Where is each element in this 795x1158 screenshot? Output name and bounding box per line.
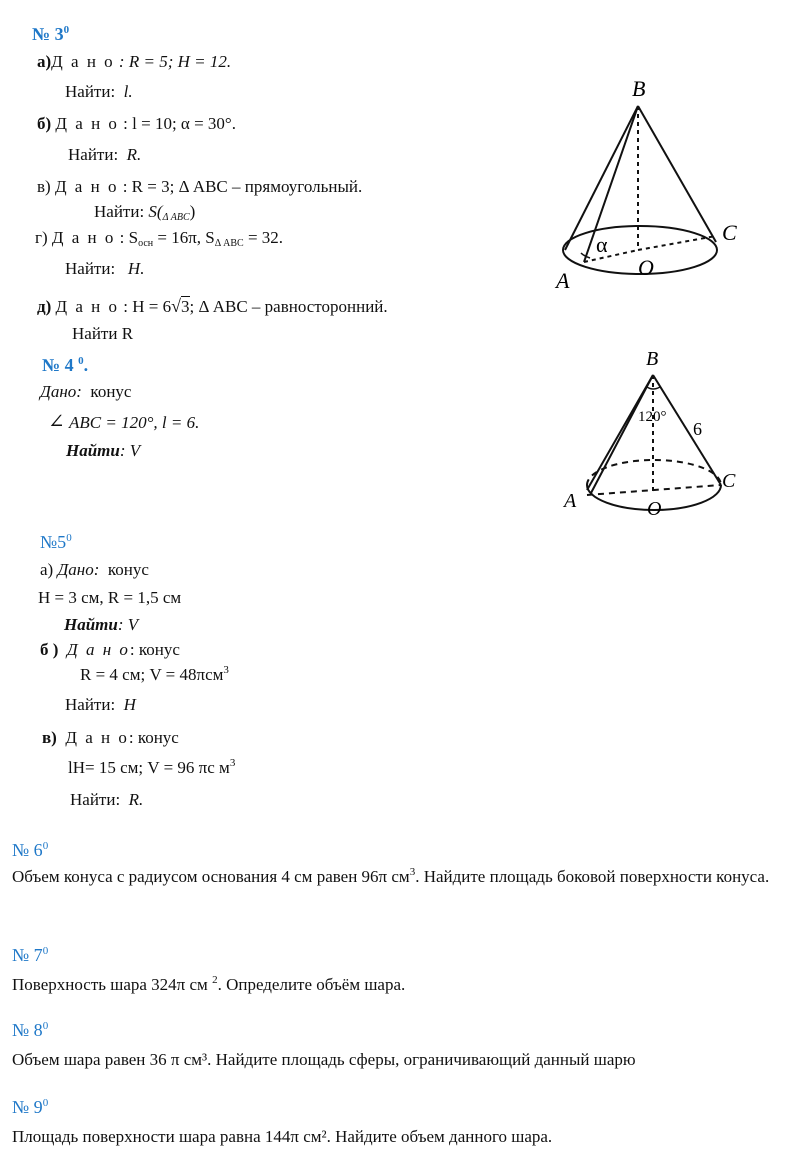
- p5-a-given: а) Дано: конус: [40, 560, 149, 579]
- problem-9-heading: № $9^0$: [12, 1097, 49, 1117]
- p5-b-values: R = 4 см; V = 48πсм$^3$: [80, 664, 229, 684]
- cone1-label-c: C: [722, 220, 737, 245]
- p5-b-given: б ) Д а н о: конус: [40, 640, 180, 659]
- problem-5-heading: $№5^0$: [40, 532, 72, 552]
- problem-8-text: Объем шара равен 36 π см³. Найдите площадь сферы, ограничивающий данный шарю: [12, 1050, 636, 1069]
- p5-v-values: lH= 15 см; V = 96 πс $м^3$: [68, 757, 236, 777]
- cone2-label-o: O: [647, 498, 662, 520]
- p3-d-find: Найти R: [72, 324, 134, 343]
- p5-a-values: H = 3 см, R = 1,5 см: [38, 588, 182, 607]
- p4-angle: ∠ ABC = 120°, l = 6.: [48, 411, 200, 433]
- p3-d-given: д) Д а н о : H = 6√3; Δ ABC – равносторонний.: [37, 296, 388, 316]
- cone1-radius-a: [584, 250, 638, 262]
- cone1-label-o: O: [638, 255, 654, 280]
- problem-9-text: Площадь поверхности шара равна 144π см². Найдите объем данного шара.: [12, 1127, 553, 1146]
- problem-7-text: Поверхность шара 324π см $^2$. Определите объём шара.: [12, 974, 406, 994]
- angle-icon: ∠: [48, 411, 65, 433]
- problem-8-heading: № $8^0$: [12, 1020, 49, 1040]
- p3-b-find: Найти: R.: [68, 145, 142, 164]
- cone2-generatrix-c: [653, 375, 721, 485]
- cone-figure-2: [560, 345, 745, 520]
- p5-v-find: Найти: R.: [70, 790, 144, 809]
- cone1-label-alpha: α: [596, 232, 608, 257]
- cone1-generatrix-a2: [584, 106, 638, 262]
- sqrt-sign: √: [171, 296, 181, 316]
- cone2-label-a: A: [564, 490, 577, 512]
- p4-given: Дано: конус: [40, 382, 132, 401]
- cone2-label-angle: 120°: [638, 409, 667, 425]
- p4-find: Найти: V: [66, 441, 141, 460]
- cone2-label-c: C: [722, 470, 736, 492]
- cone1-label-a: A: [556, 268, 570, 293]
- p5-b-find: Найти: H: [65, 695, 136, 714]
- problem-7-heading: № $7^0$: [12, 945, 49, 965]
- p5-a-find: Найти: V: [64, 615, 139, 634]
- cone2-generatrix-a2: [591, 375, 653, 493]
- problem-3-heading: № $3^0$: [32, 24, 70, 44]
- cone-figure-1: [550, 70, 750, 295]
- cone2-label-b: B: [646, 348, 659, 370]
- p3-a-given: а)Д а н о : R = 5; H = 12.: [37, 52, 232, 71]
- p3-b-given: б) Д а н о : l = 10; α = 30°.: [37, 114, 236, 133]
- p3-g-given: г) Д а н о : $S_{осн} = 16\pi$, $S_{\Delta ABC} = 32$.: [35, 228, 284, 249]
- p3-a-find: Найти: l.: [65, 82, 133, 101]
- problem-6-text: Объем конуса с радиусом основания 4 см равен 96π $см^3$. Найдите площадь боковой поверхности конуса.: [12, 866, 770, 886]
- p3-v-find: Найти: $S(_{\Delta ABC})$: [94, 202, 196, 223]
- p3-v-given: в) Д а н о : R = 3; Δ ABC – прямоугольный.: [37, 177, 363, 196]
- cone2-diameter: [587, 485, 721, 495]
- cone1-label-b: B: [632, 76, 646, 101]
- problem-6-heading: № $6^0$: [12, 840, 49, 860]
- problem-4-heading: № 4 $^0$.: [42, 355, 89, 375]
- cone1-generatrix-c: [638, 106, 716, 242]
- cone2-angle-arc: [647, 387, 660, 389]
- cone1-radius-c: [638, 236, 716, 250]
- cone2-label-side: 6: [693, 419, 702, 439]
- p5-v-given: в) Д а н о: конус: [42, 728, 179, 747]
- p3-g-find: Найти: H.: [65, 259, 145, 278]
